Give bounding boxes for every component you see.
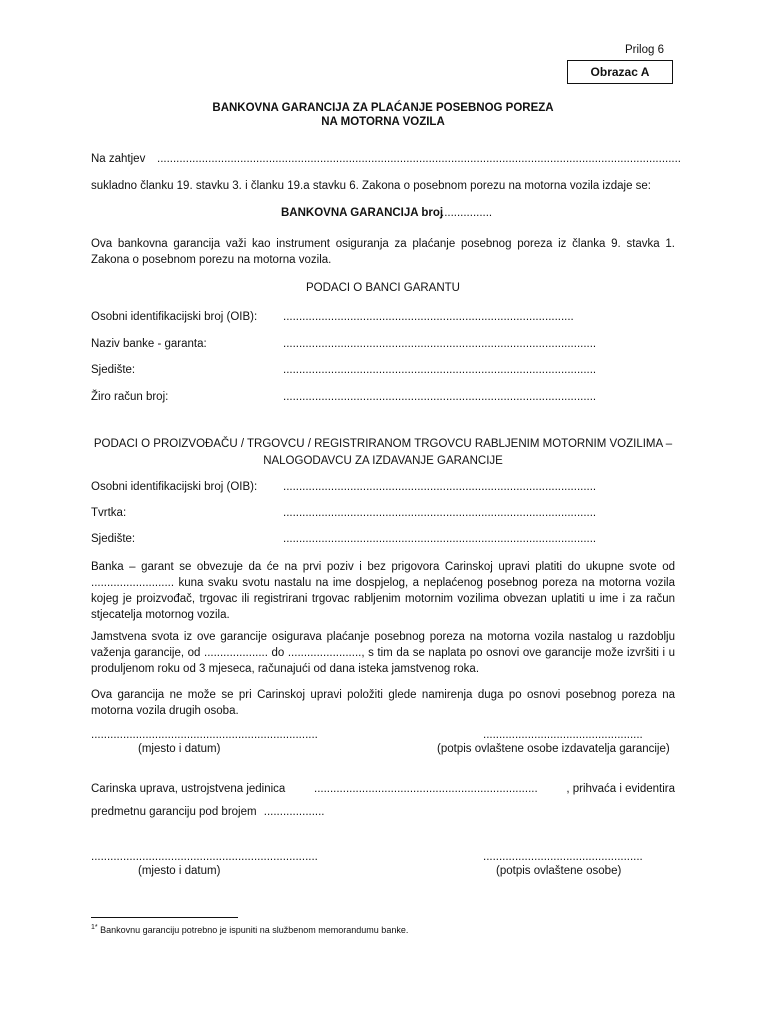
customs-number-field[interactable]: ................... (263, 806, 325, 818)
place-date-field-2[interactable]: ....................................................................... (91, 851, 318, 863)
principal-section-heading-line1: PODACI O PROIZVOĐAČU / TRGOVCU / REGISTRIRANOM TRGOVCU RABLJENIM MOTORNIM VOZILIMA – (93, 438, 673, 450)
form-code-box (567, 60, 673, 84)
footnote (91, 924, 408, 935)
customs-acceptance-line1 (91, 783, 675, 795)
principal-oib-label: Osobni identifikacijski broj (OIB): (91, 481, 258, 493)
bank-oib-field[interactable]: ........................................................................................... (283, 311, 574, 323)
form-code: Obrazac A (590, 65, 650, 79)
principal-oib-field[interactable]: .................................................................................................. (283, 481, 597, 493)
na-zahtjev-label: Na zahtjev (91, 153, 146, 165)
bank-section-heading: PODACI O BANCI GARANTU (306, 282, 460, 294)
attachment-label: Prilog 6 (625, 44, 664, 56)
principal-seat-label: Sjedište: (91, 533, 136, 545)
principal-company-label: Tvrtka: (91, 507, 127, 519)
guarantee-obligation-paragraph: Banka – garant se obvezuje da će na prvi poziv i bez prigovora Carinskoj upravi platiti do ukupne svote od .......................... kuna svaku svotu nastalu na ime dospjelog, a neplaćenog posebnog poreza na motorna vozila kojeg je proizvođač, trgovac ili registrirani trgovac rabljenim motornim vozilima obvezan uplatiti u ime i za račun stjecatelja motornog vozila. (91, 561, 675, 621)
bank-account-label: Žiro račun broj: (91, 391, 169, 403)
principal-section-heading-line2: NALOGODAVCU ZA IZDAVANJE GARANCIJE (263, 455, 503, 467)
document-title-line1: BANKOVNA GARANCIJA ZA PLAĆANJE POSEBNOG POREZA (212, 102, 554, 114)
legal-basis-text: sukladno članku 19. stavku 3. i članku 19.a stavku 6. Zakona o posebnom porezu na motorna vozila izdaje se: (91, 180, 651, 192)
bank-account-field[interactable]: .................................................................................................. (283, 391, 597, 403)
place-date-label-1: (mjesto i datum) (138, 743, 221, 755)
bank-name-label: Naziv banke - garanta: (91, 338, 207, 350)
customs-acceptance-line2 (91, 806, 325, 818)
principal-company-field[interactable]: .................................................................................................. (283, 507, 597, 519)
na-zahtjev-field[interactable]: .................................................................................................................................................................... (157, 153, 681, 165)
bank-oib-label: Osobni identifikacijski broj (OIB): (91, 311, 258, 323)
garancija-broj-label: BANKOVNA GARANCIJA broj (281, 207, 444, 219)
footnote-marker: 1* (91, 924, 98, 931)
customs-unit-field[interactable]: ...................................................................... (314, 783, 538, 795)
authorized-signature-label: (potpis ovlaštene osobe) (496, 865, 622, 877)
place-date-label-2: (mjesto i datum) (138, 865, 221, 877)
garancija-broj-field[interactable]: ................ (441, 207, 493, 219)
authorized-signature-field[interactable]: .................................................. (483, 851, 643, 863)
bank-seat-label: Sjedište: (91, 364, 136, 376)
footnote-text: Bankovnu garanciju potrebno je ispuniti na službenom memorandumu banke. (100, 925, 409, 935)
customs-text-2: , prihvaća i evidentira (566, 783, 675, 795)
place-date-field-1[interactable]: ....................................................................... (91, 729, 318, 741)
bank-seat-field[interactable]: .................................................................................................. (283, 364, 597, 376)
intro-paragraph: Ova bankovna garancija važi kao instrument osiguranja za plaćanje posebnog poreza iz članka 9. stavka 1. Zakona o posebnom porezu na motorna vozila. (91, 238, 675, 266)
guarantee-amount-paragraph: Jamstvena svota iz ove garancije osigurava plaćanje posebnog poreza na motorna vozila nastalog u razdoblju važenja garancije, od .................... do ......................., s tim da se naplata po osnovi ove garancije može izvršiti i u produljenom roku od 3 mjeseca, računajući od dana isteka jamstvenog roka. (91, 631, 675, 675)
customs-text-3: predmetnu garanciju pod brojem (91, 806, 257, 818)
customs-text-1: Carinska uprava, ustrojstvena jedinica (91, 783, 286, 795)
issuer-signature-field[interactable]: .................................................. (483, 729, 643, 741)
guarantee-restriction-paragraph: Ova garancija ne može se pri Carinskoj upravi položiti glede namirenja duga po osnovi posebnog poreza na motorna vozila drugih osoba. (91, 689, 675, 717)
bank-name-field[interactable]: .................................................................................................. (283, 338, 597, 350)
principal-seat-field[interactable]: .................................................................................................. (283, 533, 597, 545)
footnote-separator (91, 917, 238, 918)
issuer-signature-label: (potpis ovlaštene osobe izdavatelja garancije) (437, 743, 670, 755)
document-title-line2: NA MOTORNA VOZILA (321, 116, 445, 128)
